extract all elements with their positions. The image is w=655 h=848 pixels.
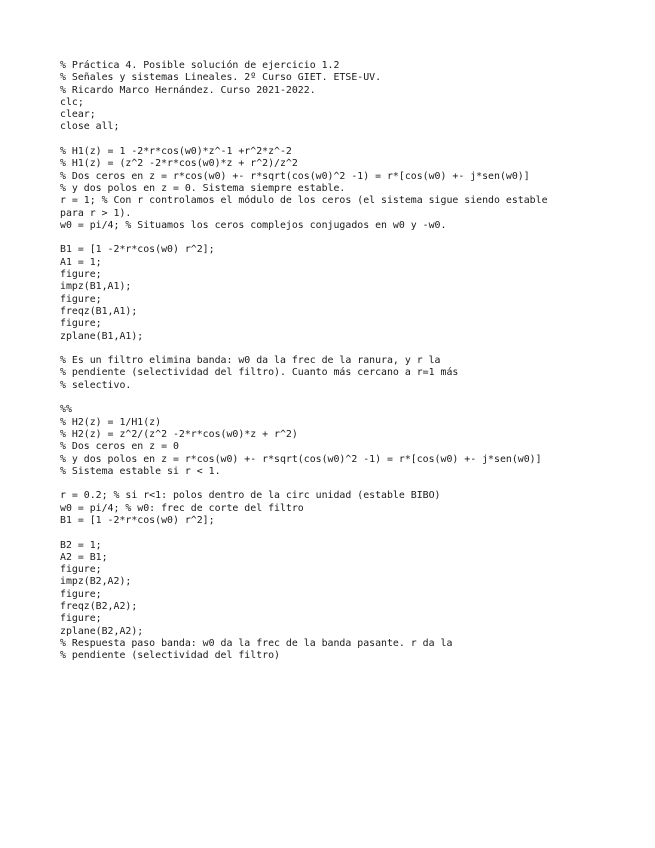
- code-line: w0 = pi/4; % w0: frec de corte del filtro: [60, 502, 304, 514]
- blank-line: [60, 232, 640, 244]
- code-line: figure;: [60, 564, 102, 576]
- blank-line: [60, 478, 640, 490]
- code-line: figure;: [60, 318, 102, 330]
- header-block: [60, 60, 640, 134]
- blank-line: [60, 134, 640, 146]
- code-line: clear;: [60, 109, 96, 121]
- code-line: % y dos polos en z = r*cos(w0) +- r*sqrt(cos(w0)^2 -1) = r*[cos(w0) +- j*sen(w0)]: [60, 453, 542, 465]
- code-line: % pendiente (selectividad del filtro). Cuanto más cercano a r=1 más: [60, 367, 459, 379]
- code-line: freqz(B1,A1);: [60, 305, 138, 317]
- code-line: % Respuesta paso banda: w0 da la frec de la banda pasante. r da la: [60, 637, 453, 649]
- code-line: A2 = B1;: [60, 551, 108, 563]
- code-line: para r > 1).: [60, 207, 132, 219]
- code-line: freqz(B2,A2);: [60, 601, 138, 613]
- code-line: % Dos ceros en z = r*cos(w0) +- r*sqrt(cos(w0)^2 -1) = r*[cos(w0) +- j*sen(w0)]: [60, 170, 530, 182]
- code-line: w0 = pi/4; % Situamos los ceros complejos conjugados en w0 y -w0.: [60, 219, 447, 231]
- h1-plot-block: [60, 244, 640, 342]
- blank-line: [60, 343, 640, 355]
- code-line: clc;: [60, 96, 84, 108]
- code-line: % Dos ceros en z = 0: [60, 441, 179, 453]
- code-line: % selectivo.: [60, 379, 132, 391]
- code-line: impz(B1,A1);: [60, 281, 132, 293]
- code-line: % Señales y sistemas Lineales. 2º Curso GIET. ETSE-UV.: [60, 72, 382, 84]
- blank-line: [60, 392, 640, 404]
- notch-comment-block: [60, 355, 640, 392]
- code-line: % pendiente (selectividad del filtro): [60, 650, 280, 662]
- code-line: close all;: [60, 121, 120, 133]
- code-line: % H1(z) = (z^2 -2*r*cos(w0)*z + r^2)/z^2: [60, 158, 298, 170]
- code-line: % H1(z) = 1 -2*r*cos(w0)*z^-1 +r^2*z^-2: [60, 146, 292, 158]
- code-line: r = 0.2; % si r<1: polos dentro de la circ unidad (estable BIBO): [60, 490, 441, 502]
- blank-line: [60, 527, 640, 539]
- code-line: % Ricardo Marco Hernández. Curso 2021-2022.: [60, 84, 316, 96]
- h1-definition-block: [60, 146, 640, 232]
- h2-plot-block: [60, 540, 640, 663]
- code-line: zplane(B2,A2);: [60, 625, 144, 637]
- code-line: A1 = 1;: [60, 256, 102, 268]
- code-line: impz(B2,A2);: [60, 576, 132, 588]
- code-line: % H2(z) = z^2/(z^2 -2*r*cos(w0)*z + r^2): [60, 428, 298, 440]
- code-line: % Práctica 4. Posible solución de ejercicio 1.2: [60, 60, 340, 71]
- h2-definition-block: [60, 404, 640, 478]
- code-line: r = 1; % Con r controlamos el módulo de los ceros (el sistema sigue siendo estable: [60, 195, 548, 207]
- code-line: %%: [60, 404, 72, 416]
- matlab-code-listing: [60, 60, 640, 663]
- code-line: figure;: [60, 588, 102, 600]
- code-line: figure;: [60, 269, 102, 281]
- code-line: figure;: [60, 613, 102, 625]
- code-line: % y dos polos en z = 0. Sistema siempre estable.: [60, 182, 346, 194]
- code-line: B1 = [1 -2*r*cos(w0) r^2];: [60, 514, 215, 526]
- code-line: B1 = [1 -2*r*cos(w0) r^2];: [60, 244, 215, 256]
- code-line: figure;: [60, 293, 102, 305]
- code-line: % Es un filtro elimina banda: w0 da la frec de la ranura, y r la: [60, 355, 441, 367]
- code-line: % H2(z) = 1/H1(z): [60, 416, 162, 428]
- code-line: % Sistema estable si r < 1.: [60, 465, 221, 477]
- h2-params-block: [60, 490, 640, 527]
- code-line: B2 = 1;: [60, 539, 102, 551]
- code-line: zplane(B1,A1);: [60, 330, 144, 342]
